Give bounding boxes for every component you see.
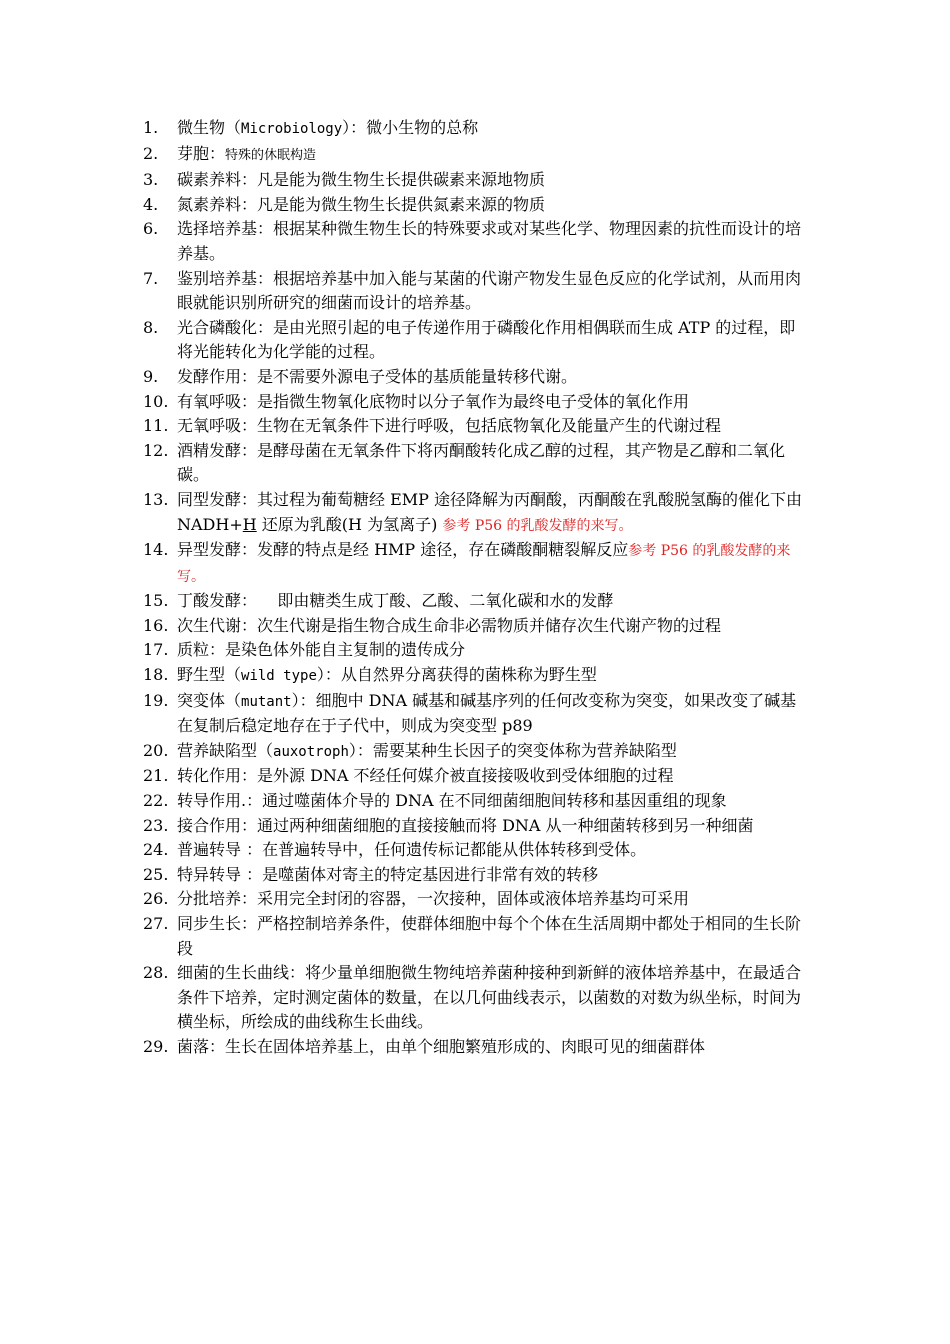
item-number: 26. — [143, 889, 169, 909]
item-number: 6. — [143, 219, 159, 239]
item-text: 普遍转导 ：在普遍转导中，任何遗传标记都能从供体转移到受体。 — [177, 840, 647, 860]
item-text: 野生型（ — [177, 665, 242, 685]
list-item — [143, 589, 811, 614]
item-text: 微生物（ — [177, 118, 242, 137]
item-number: 24. — [143, 840, 169, 860]
item-text: 同步生长：严格控制培养条件，使群体细胞中每个个体在生活周期中都处于相同的生长阶段 — [177, 914, 802, 958]
item-text: 同型发酵：其过程为葡萄糖经 EMP 途径降解为丙酮酸，丙酮酸在乳酸脱氢酶的催化下由 NADH+ — [177, 489, 803, 534]
item-number: 2. — [143, 143, 159, 163]
item-text: 光合磷酸化：是由光照引起的电子传递作用于磷酸化作用相偶联而生成 ATP 的过程，即将光能转化为化学能的过程。 — [177, 317, 796, 362]
list-item — [143, 390, 811, 415]
list-item — [143, 193, 811, 218]
list-item — [143, 1035, 811, 1060]
item-text: 接合作用：通过两种细菌细胞的直接接触而将 DNA 从一种细菌转移到另一种细菌 — [177, 815, 754, 835]
item-number: 3. — [143, 170, 159, 190]
item-term: wild type — [241, 668, 317, 685]
item-text: 还原为乳酸(H 为氢离子) — [256, 514, 443, 534]
item-number: 29. — [143, 1036, 169, 1056]
item-text: 次生代谢：次生代谢是指生物合成生命非必需物质并储存次生代谢产物的过程 — [177, 615, 722, 635]
definitions-list — [143, 116, 811, 1060]
list-item — [143, 267, 811, 316]
item-text: 分批培养：采用完全封闭的容器，一次接种，固体或液体培养基均可采用 — [177, 889, 690, 909]
item-text: 特殊的休眠构造 — [225, 147, 317, 163]
list-item — [143, 739, 811, 765]
item-number: 17. — [143, 640, 169, 660]
red-note: 参考 P56 的乳酸发酵的来写。 — [442, 517, 633, 534]
item-text: 芽胞： — [177, 143, 226, 163]
item-text: ）：细胞中 DNA 碱基和碱基序列的任何改变称为突变，如果改变了碱基在复制后稳定地存在于子代中，则成为突变型 p89 — [177, 690, 797, 736]
red-note: 参考 P56 的乳酸发酵的来写。 — [177, 543, 791, 585]
item-text: 菌落：生长在固体培养基上，由单个细胞繁殖形成的、肉眼可见的细菌群体 — [177, 1036, 706, 1056]
item-number: 25. — [143, 864, 169, 884]
item-text: 碳素养料：凡是能为微生物生长提供碳素来源地物质 — [177, 170, 546, 190]
item-number: 20. — [143, 740, 169, 760]
item-number: 8. — [143, 317, 159, 337]
item-text: 异型发酵：发酵的特点是经 HMP 途径，存在磷酸酮糖裂解反应 — [177, 540, 629, 560]
item-text: 转导作用.：通过噬菌体介导的 DNA 在不同细菌细胞间转移和基因重组的现象 — [177, 791, 727, 811]
list-item — [143, 689, 811, 739]
item-number: 10. — [143, 391, 169, 411]
item-text: 有氧呼吸：是指微生物氧化底物时以分子氧作为最终电子受体的氧化作用 — [177, 391, 690, 411]
item-text: 鉴别培养基：根据培养基中加入能与某菌的代谢产物发生显色反应的化学试剂，从而用肉眼就能识别所研究的细菌而设计的培养基。 — [177, 268, 802, 313]
list-item — [143, 887, 811, 912]
item-number: 18. — [143, 665, 169, 685]
item-number: 15. — [143, 591, 169, 611]
item-text: 选择培养基：根据某种微生物生长的特殊要求或对某些化学、物理因素的抗性而设计的培养基。 — [177, 219, 802, 263]
list-item — [143, 316, 811, 365]
list-item — [143, 142, 811, 169]
item-text: 氮素养料：凡是能为微生物生长提供氮素来源的物质 — [177, 194, 546, 214]
item-text: ）：从自然界分离获得的菌株称为野生型 — [316, 665, 597, 685]
list-item — [143, 961, 811, 1035]
item-text: H — [242, 514, 257, 534]
list-item — [143, 414, 811, 439]
list-item — [143, 439, 811, 488]
item-number: 23. — [143, 815, 169, 835]
item-number: 14. — [143, 540, 169, 560]
item-number: 16. — [143, 615, 169, 635]
item-number: 7. — [143, 268, 159, 288]
item-term: Microbiology — [241, 121, 343, 137]
item-number: 22. — [143, 791, 169, 811]
item-number: 4. — [143, 194, 159, 214]
list-item — [143, 538, 811, 589]
item-text: 丁酸发酵： 即由糖类生成丁酸、乙酸、二氧化碳和水的发酵 — [177, 591, 614, 611]
list-item — [143, 365, 811, 390]
list-item — [143, 614, 811, 639]
list-item — [143, 116, 811, 142]
item-text: 无氧呼吸：生物在无氧条件下进行呼吸，包括底物氧化及能量产生的代谢过程 — [177, 416, 722, 436]
item-text: 酒精发酵：是酵母菌在无氧条件下将丙酮酸转化成乙醇的过程，其产物是乙醇和二氧化碳。 — [177, 440, 786, 485]
item-text: ）：需要某种生长因子的突变体称为营养缺陷型 — [348, 740, 677, 760]
list-item — [143, 814, 811, 839]
item-text: ）：微小生物的总称 — [342, 118, 479, 137]
list-item — [143, 863, 811, 888]
item-number: 9. — [143, 366, 159, 386]
item-number: 27. — [143, 914, 169, 933]
list-item — [143, 488, 811, 538]
item-text: 特异转导 ：是噬菌体对寄主的特定基因进行非常有效的转移 — [177, 864, 599, 884]
item-text: 发酵作用：是不需要外源电子受体的基质能量转移代谢。 — [177, 366, 578, 386]
item-term: mutant — [241, 693, 292, 710]
list-item — [143, 168, 811, 193]
list-item — [143, 789, 811, 814]
list-item — [143, 638, 811, 663]
item-number: 1. — [143, 118, 159, 137]
item-text: 细菌的生长曲线：将少量单细胞微生物纯培养菌种接种到新鲜的液体培养基中，在最适合条件下培养，定时测定菌体的数量，在以几何曲线表示，以菌数的对数为纵坐标，时间为横坐标，所绘成的曲线称生长曲线。 — [177, 963, 802, 1032]
item-number: 13. — [143, 489, 169, 509]
list-item — [143, 663, 811, 689]
item-text: 突变体（ — [177, 690, 242, 710]
item-number: 21. — [143, 766, 169, 786]
item-number: 19. — [143, 690, 169, 710]
item-text: 质粒：是染色体外能自主复制的遗传成分 — [177, 640, 466, 660]
list-item — [143, 838, 811, 863]
item-number: 11. — [143, 416, 169, 436]
item-text: 转化作用：是外源 DNA 不经任何媒介被直接接吸收到受体细胞的过程 — [177, 766, 674, 786]
list-item — [143, 217, 811, 266]
list-item — [143, 764, 811, 789]
item-number: 12. — [143, 440, 169, 460]
item-term: auxotroph — [273, 743, 349, 760]
item-text: 营养缺陷型（ — [177, 740, 274, 760]
item-number: 28. — [143, 963, 169, 983]
list-item — [143, 912, 811, 961]
